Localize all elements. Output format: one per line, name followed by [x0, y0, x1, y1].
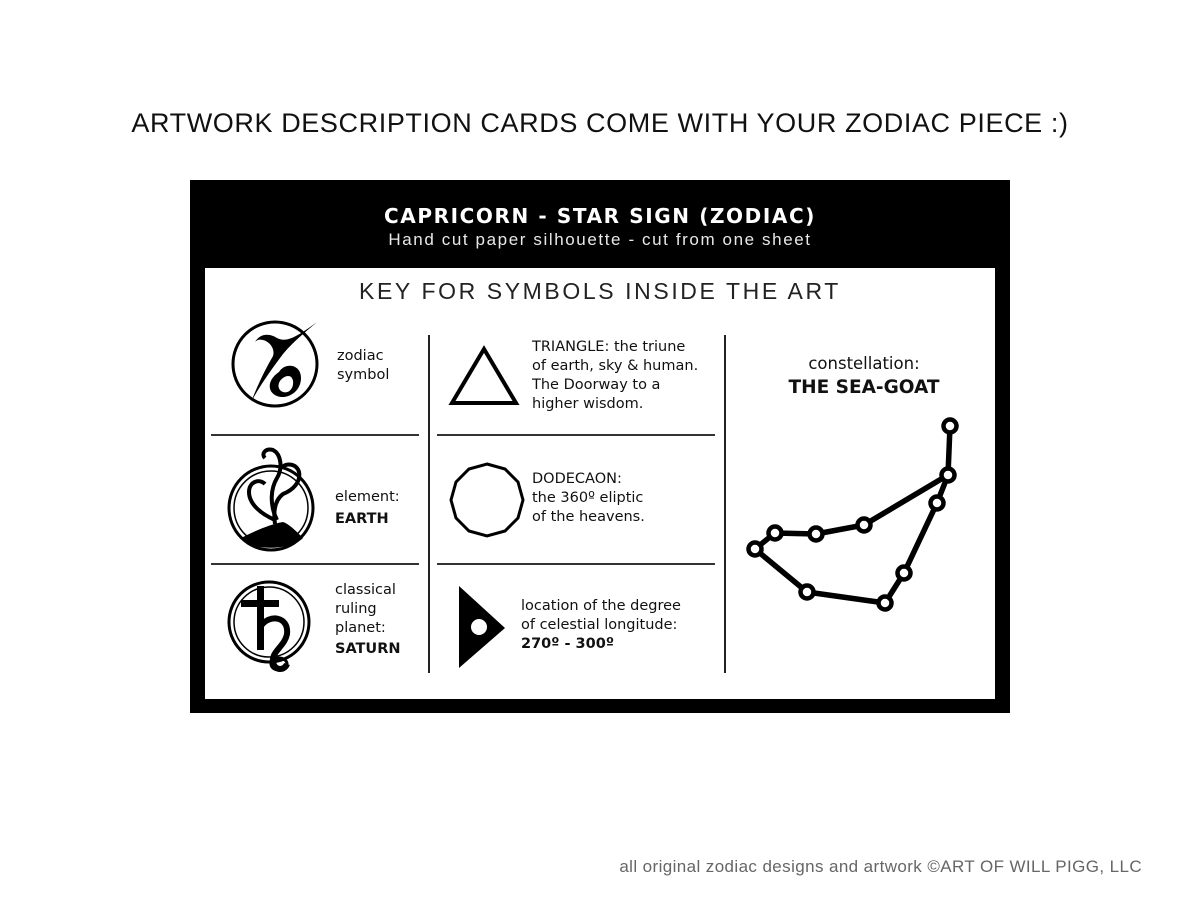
key-title: KEY FOR SYMBOLS INSIDE THE ART [359, 278, 841, 304]
key-label-degree: location of the degree of celestial longitude: 270º - 300º [521, 598, 681, 652]
star-icon [898, 567, 911, 580]
key-label-planet: classical ruling planet: SATURN [335, 582, 401, 657]
key-label-triangle: TRIANGLE: the triune of earth, sky & human. The Doorway to a higher wisdom. [532, 339, 699, 412]
constellation-diagram [205, 268, 995, 699]
key-label-element: element: EARTH [335, 489, 400, 527]
key-label-dodecagon: DODECAON: the 360º eliptic of the heavens. [532, 471, 645, 525]
constellation-caption: constellation: THE SEA-GOAT [733, 352, 995, 400]
key-label-zodiac: zodiac symbol [337, 348, 390, 383]
star-icon [858, 519, 871, 532]
constellation-name: THE SEA-GOAT [788, 377, 940, 398]
star-icon [749, 543, 762, 556]
planet-value: SATURN [335, 641, 401, 657]
card-title: CAPRICORN - STAR SIGN (ZODIAC) [384, 204, 816, 228]
star-icon [931, 497, 944, 510]
copyright-footer: all original zodiac designs and artwork ©ART OF WILL PIGG, LLC [619, 857, 1142, 876]
symbol-key-panel [205, 268, 995, 699]
star-icon [801, 586, 814, 599]
star-icon [942, 469, 955, 482]
degree-value: 270º - 300º [521, 636, 615, 652]
star-icon [810, 528, 823, 541]
description-card [190, 180, 1010, 713]
element-value: EARTH [335, 511, 389, 527]
star-icon [879, 597, 892, 610]
star-icon [769, 527, 782, 540]
card-subtitle: Hand cut paper silhouette - cut from one sheet [388, 230, 812, 249]
star-icon [944, 420, 957, 433]
page-headline: ARTWORK DESCRIPTION CARDS COME WITH YOUR ZODIAC PIECE :) [131, 108, 1069, 138]
